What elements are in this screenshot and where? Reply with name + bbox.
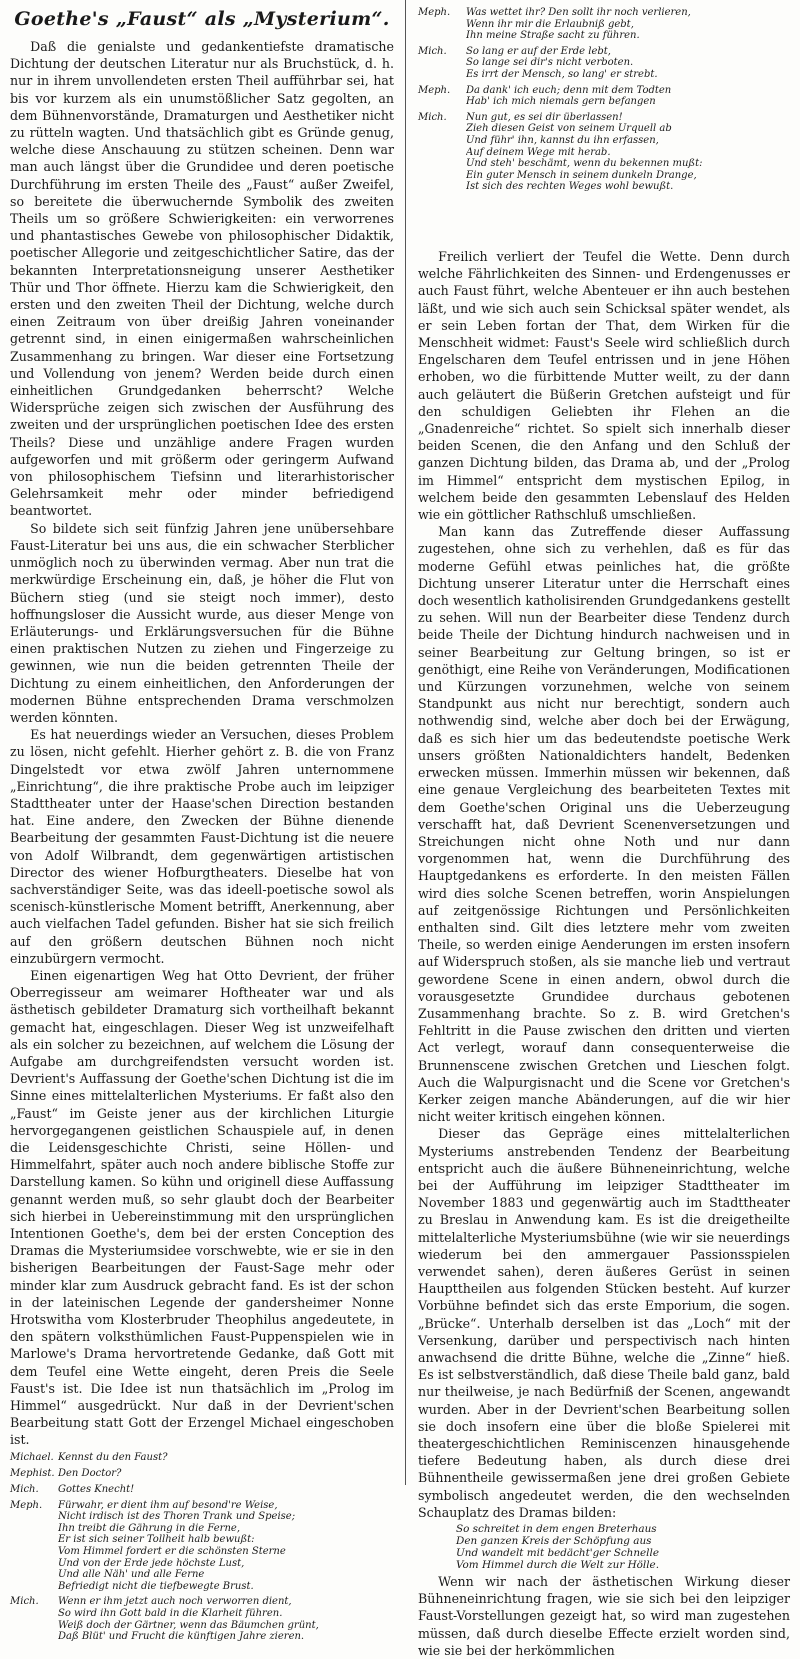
verse-line: Vom Himmel durch die Welt zur Hölle. — [456, 1559, 660, 1572]
speech-lines — [58, 1468, 394, 1480]
verse-line: Zieh diesen Geist von seinem Urquell ab — [466, 123, 672, 135]
speaker: Mich. — [10, 1483, 39, 1495]
verse-line: Ein guter Mensch in seinem dunkeln Drange, — [466, 169, 697, 181]
verse-line: Und steh' beschämt, wenn du bekennen mußt: — [466, 158, 703, 170]
verse-line: Es irrt der Mensch, so lang' er strebt. — [466, 68, 658, 80]
verse-line: Daß Blüt' und Frucht die künftigen Jahre zieren. — [58, 1631, 305, 1643]
speaker: Meph. — [418, 84, 451, 96]
speech-lines — [58, 1500, 394, 1593]
verse-line: So lang er auf der Erde lebt, — [466, 45, 611, 57]
speech — [418, 85, 790, 108]
verse-line: Weiß doch der Gärtner, wenn das Bäumchen grünt, — [58, 1619, 319, 1631]
speech-lines — [466, 7, 790, 42]
left-column — [0, 0, 400, 1643]
verse-line: Was wettet ihr? Den sollt ihr noch verlieren, — [466, 7, 691, 18]
verse-line: Und von der Erde jede höchste Lust, — [58, 1557, 245, 1569]
paragraph: Wenn wir nach der ästhetischen Wirkung dieser Bühneneinrichtung fragen, wie sie sich bei den leipziger Faust-Vorstellungen gezeigt hat, so wird man zugestehen müssen, daß durch dieselbe Effecte erzielt worden sind, wie sie bei der herkömmlichen — [418, 1574, 790, 1658]
verse-line: So lange sei dir's nicht verboten. — [466, 57, 634, 69]
verse-line: Ist sich des rechten Weges wohl bewußt. — [466, 181, 674, 193]
speech — [418, 7, 790, 42]
speech — [418, 46, 790, 81]
paragraph: Dieser das Gepräge eines mittelalterlichen Mysteriums anstrebenden Tendenz der Bearbeitung entspricht auch die äußere Bühneneinrichtung, welche bei der Aufführung im leipziger Stadttheater im November 1883 und gegenwärtig auch im Stadttheater zu Breslau in Anwendung kam. Es ist die dreigetheilte mittelalterliche Mysteriumsbühne (wie wir sie neuerdings wiederum bei den ammergauer Passionsspielen verwendet sahen), deren äußeres Gerüst in seinen Haupttheilen aus folgenden Stücken besteht. Auf kurzer Vorbühne befindet sich das erste Emporium, die sogen. „Brücke“. Unterhalb derselben ist das „Loch“ mit der Versenkung, darüber und perspectivisch nach hinten anwachsend die dritte Bühne, welche die „Zinne“ hieß. Es ist selbstverständlich, daß diese Theile bald ganz, bald nur theilweise, je nach Bedürfniß der Scenen, angewandt wurden. Aber in der Devrient'schen Bearbeitung sollen sie doch insofern eine über die bloße Spielerei mit theatergeschichtlichen Reminiscenzen hinausgehende tiefere Bedeutung haben, als durch diese drei Bühnentheile gewissermaßen jene drei großen Gebiete symbolisch angedeutet werden, die den wechselnden Schauplatz des Dramas bilden: — [418, 1126, 790, 1520]
speech-lines — [466, 46, 790, 81]
speech-lines — [58, 1452, 394, 1464]
verse-line: Wenn er ihm jetzt auch noch verworren dient, — [58, 1596, 292, 1608]
dialog-block-right — [418, 7, 790, 193]
verse-line: Gottes Knecht! — [58, 1483, 135, 1495]
dialog-block-left — [10, 1452, 394, 1643]
verse-line: Er ist sich seiner Tollheit halb bewußt: — [58, 1534, 255, 1546]
verse-line: So wird ihn Gott bald in die Klarheit führen. — [58, 1608, 283, 1619]
verse-line: Ihn meine Straße sacht zu führen. — [466, 30, 640, 42]
speaker: Meph. — [418, 7, 451, 18]
verse-line: Da dank' ich euch; denn mit dem Todten — [466, 84, 672, 96]
verse-line: Auf deinem Wege mit herab. — [466, 146, 611, 158]
speech — [10, 1500, 394, 1593]
verse-line: Vom Himmel fordert er die schönsten Sterne — [58, 1546, 286, 1558]
speaker: Meph. — [10, 1499, 43, 1511]
article-title: Goethe's „Faust“ als „Mysterium“. — [14, 8, 390, 30]
speech-lines — [466, 112, 790, 193]
verse-line: Hab' ich mich niemals gern befangen — [466, 96, 656, 108]
speech — [10, 1452, 394, 1464]
verse-line: Und wandelt mit bedächt'ger Schnelle — [456, 1547, 659, 1560]
speaker: Mich. — [10, 1596, 39, 1608]
verse-line: Befriedigt nicht die tiefbewegte Brust. — [58, 1580, 254, 1592]
paragraph: Einen eigenartigen Weg hat Otto Devrient, der früher Oberregisseur am weimarer Hoftheater war und als ästhetisch gebildeter Dramaturg sich vortheilhaft bekannt gemacht hat, eingeschlagen. Dieser Weg ist unzweifelhaft als ein solcher zu bezeichnen, auf welchem die Lösung der Aufgabe am durchgreifendsten versucht worden ist. Devrient's Auffassung der Goethe'schen Dichtung ist die im Sinne eines mittelalterlichen Mysteriums. Er faßt also den „Faust“ im Geiste jener aus der kirchlichen Liturgie hervorgegangenen geistlichen Schauspiele auf, in denen die Leidensgeschichte Christi, seine Höllen- und Himmelfahrt, später auch noch andere biblische Stoffe zur Darstellung kamen. So kühn und originell diese Auffassung genannt werden muß, so sehr glaubt doch der Bearbeiter sich hierbei in Uebereinstimmung mit den ursprünglichen Intentionen Goethe's, dem bei der ersten Conception des Dramas die Mysteriumsidee vorschwebte, wie er sie in den bisherigen Bearbeitungen der Faust-Sage mehr oder minder klar zum Ausdruck gebracht fand. Es ist der schon in der lateinischen Legende der gandersheimer Nonne Hrotswitha vom Klosterbruder Theophilus angedeutete, in den spätern volksthümlichen Faust-Puppenspielen wie in Marlowe's Drama hervortretende Gedanke, daß Gott mit dem Teufel eine Wette eingeht, deren Preis die Seele Faust's ist. Die Idee ist nun thatsächlich im „Prolog im Himmel“ ausgedrückt. Nur daß in der Devrient'schen Bearbeitung statt Gott der Erzengel Michael eingeschoben ist. — [10, 967, 394, 1448]
verse-line: Wenn ihr mir die Erlaubniß gebt, — [466, 18, 634, 30]
verse-line: Und alle Näh' und alle Ferne — [58, 1569, 205, 1581]
speech-lines — [58, 1596, 394, 1642]
speaker: Mich. — [418, 45, 447, 57]
right-column-body — [412, 248, 800, 1658]
speaker: Michael. — [10, 1451, 54, 1463]
speech — [418, 112, 790, 193]
right-column — [412, 0, 800, 197]
verse-line: Den Doctor? — [58, 1467, 122, 1479]
verse-line: Den ganzen Kreis der Schöpfung aus — [456, 1535, 652, 1548]
speech — [10, 1468, 394, 1480]
paragraph: Daß die genialste und gedankentiefste dramatische Dichtung der deutschen Literatur nur als Bruchstück, d. h. nur in ihrem unvollendeten ersten Theil aufführbar sei, hat bis vor kurzem als ein unumstößlicher Satz gegolten, an dem Bühnenvorstände, Dramaturgen und Aesthetiker nicht zu rütteln wagten. Und thatsächlich gibt es Gründe genug, welche diese Anschauung zu stützen scheinen. Denn war man auch längst über die Grundidee und deren poetische Durchführung im ersten Theile des „Faust“ außer Zweifel, so bereitete die überwuchernde Symbolik des zweiten Theils um so größere Schwierigkeiten: ein verworrenes und phantastisches Gewebe von philosophischer Didaktik, poetischer Allegorie und zeitgeschichtlicher Satire, das der bekannten Interpretationsneigung unserer Aesthetiker Thür und Thor öffnete. Hierzu kam die Schwierigkeit, den ersten und den zweiten Theil der Dichtung, welche durch einen Zeitraum von über dreißig Jahren voneinander getrennt sind, in einen einigermaßen wahrscheinlichen Zusammenhang zu bringen. War dieser eine Fortsetzung und Vollendung von jenem? Werden beide durch einen einheitlichen Grundgedanken beherrscht? Welche Widersprüche zeigen sich zwischen der Ausführung des zweiten und der ursprünglichen poetischen Idee des ersten Theils? Diese und unzählige andere Fragen wurden aufgeworfen und mit größerm oder geringerm Aufwand von philosophischem Tiefsinn und literarhistorischer Gelehrsamkeit mehr oder minder befriedigend beantwortet. — [10, 39, 394, 519]
paragraph: Freilich verliert der Teufel die Wette. Denn durch welche Fährlichkeiten des Sinnen- und Erdengenusses er auch Faust führt, welche Abenteuer er ihn auch bestehen läßt, und wie sich auch sein Schicksal später wendet, als er sein Leben fortan der That, dem Wirken für die Menschheit widmet: Faust's Seele wird schließlich durch Engelscharen dem Teufel entrissen und in jene Höhen erhoben, wo die fürbittende Mutter weilt, zu der dann auch geläutert die Büßerin Gretchen aufsteigt und für den schuldigen Geliebten ihr Flehen an die „Gnadenreiche“ richtet. So spielt sich innerhalb dieser beiden Scenen, die den Anfang und den Schluß der ganzen Dichtung bilden, das Drama ab, und der „Prolog im Himmel“ entspricht dem mystischen Epilog, in welchem beide den gesammten Lebenslauf des Helden wie ein göttlicher Rathschluß umschließen. — [418, 249, 790, 523]
paragraph: Es hat neuerdings wieder an Versuchen, dieses Problem zu lösen, nicht gefehlt. Hierher gehört z. B. die von Franz Dingelstedt vor etwa zwölf Jahren unternommene „Einrichtung“, die ihre praktische Probe auch im leipziger Stadttheater unter der Haase'schen Direction bestanden hat. Eine andere, den Zwecken der Bühne dienende Bearbeitung der gesammten Faust-Dichtung ist die neuere von Adolf Wilbrandt, dem gegenwärtigen artistischen Director des wiener Hofburgtheaters. Dieselbe hat von sachverständiger Seite, was das ideell-poetische sowol als scenisch-künstlerische Moment betrifft, Anerkennung, aber auch vielfachen Tadel gefunden. Bisher hat sie sich freilich auf den größern deutschen Bühnen noch nicht einzubürgern vermocht. — [10, 727, 394, 966]
speech-lines — [466, 85, 790, 108]
verse-line: Nun gut, es sei dir überlassen! — [466, 111, 623, 123]
verse-line: So schreitet in dem engen Breterhaus — [456, 1523, 657, 1536]
verse-line: Ihn treibt die Gährung in die Ferne, — [58, 1522, 240, 1534]
verse-line: Fürwahr, er dient ihm auf besond're Weise, — [58, 1499, 278, 1511]
speech — [10, 1596, 394, 1642]
verse-line: Nicht irdisch ist des Thoren Trank und Speise; — [58, 1511, 296, 1523]
paragraph: So bildete sich seit fünfzig Jahren jene unübersehbare Faust-Literatur bei uns aus, die ein schwacher Sterblicher unmöglich noch zu überwinden vermag. Aber nun trat die merkwürdige Erscheinung ein, daß, je höher die Flut von Büchern stieg (und sie steigt noch immer), desto hoffnungsloser die Aussicht wurde, aus dieser Menge von Erläuterungs- und Erklärungsversuchen für die Bühne einen praktischen Nutzen zu ziehen und Fingerzeige zu gewinnen, wie nun die beiden getrennten Theile der Dichtung zu einem einheitlichen, den Anforderungen der modernen Bühne entsprechenden Drama verschmolzen werden könnten. — [10, 520, 394, 725]
paragraph: Man kann das Zutreffende dieser Auffassung zugestehen, ohne sich zu verhehlen, daß es für das moderne Gefühl etwas peinliches hat, die größte Dichtung unserer Literatur unter die Herrschaft eines doch wesentlich katholisirenden Grundgedankens gestellt zu sehen. Will nun der Bearbeiter diese Tendenz durch beide Theile der Dichtung hindurch nachweisen und in seiner Bearbeitung zur Geltung bringen, so ist er genöthigt, eine Reihe von Veränderungen, Modificationen und Kürzungen vorzunehmen, welche von seinem Standpunkt aus nicht nur berechtigt, sondern auch nothwendig sind, welche aber doch bei der Erwägung, daß es sich hier um das bedeutendste poetische Werk unsers größten Nationaldichters handelt, Bedenken erwecken müssen. Immerhin müssen wir bekennen, daß eine genaue Vergleichung des bearbeiteten Textes mit dem Goethe'schen Original uns die Ueberzeugung verschafft hat, daß Devrient Scenenversetzungen und Streichungen nicht ohne Noth und nur dann vorgenommen hat, wenn die Durchführung des Hauptgedankens es erforderte. In den meisten Fällen wird dies solche Scenen betreffen, worin Anspielungen auf zeitgenössige Richtungen und Persönlichkeiten enthalten sind. Gilt dies letztere mehr vom zweiten Theile, so werden einige Aenderungen im ersten insofern auf Widerspruch stoßen, als sie manche lieb und vertraut gewordene Scene in einen andern, obwol durch die vorausgesetzte Grundidee durchaus gebotenen Zusammenhang brachte. So z. B. wird Gretchen's Fehltritt in die Pause zwischen den dritten und vierten Act verlegt, worauf dann consequenterweise die Brunnenscene zwischen Gretchen und Lieschen folgt. Auch die Walpurgisnacht und die Scene vor Gretchen's Kerker zeigen manche Abänderungen, auf die wir hier nicht weiter kritisch eingehen können. — [418, 524, 790, 1125]
verse-line: Kennst du den Faust? — [58, 1451, 168, 1463]
speech-lines — [58, 1484, 394, 1496]
speaker: Mich. — [418, 111, 447, 123]
column-divider — [405, 0, 406, 1485]
verse-quote — [456, 1523, 790, 1571]
verse-line: Und führ' ihn, kannst du ihn erfassen, — [466, 134, 659, 146]
speech — [10, 1484, 394, 1496]
speaker: Mephist. — [10, 1467, 55, 1479]
